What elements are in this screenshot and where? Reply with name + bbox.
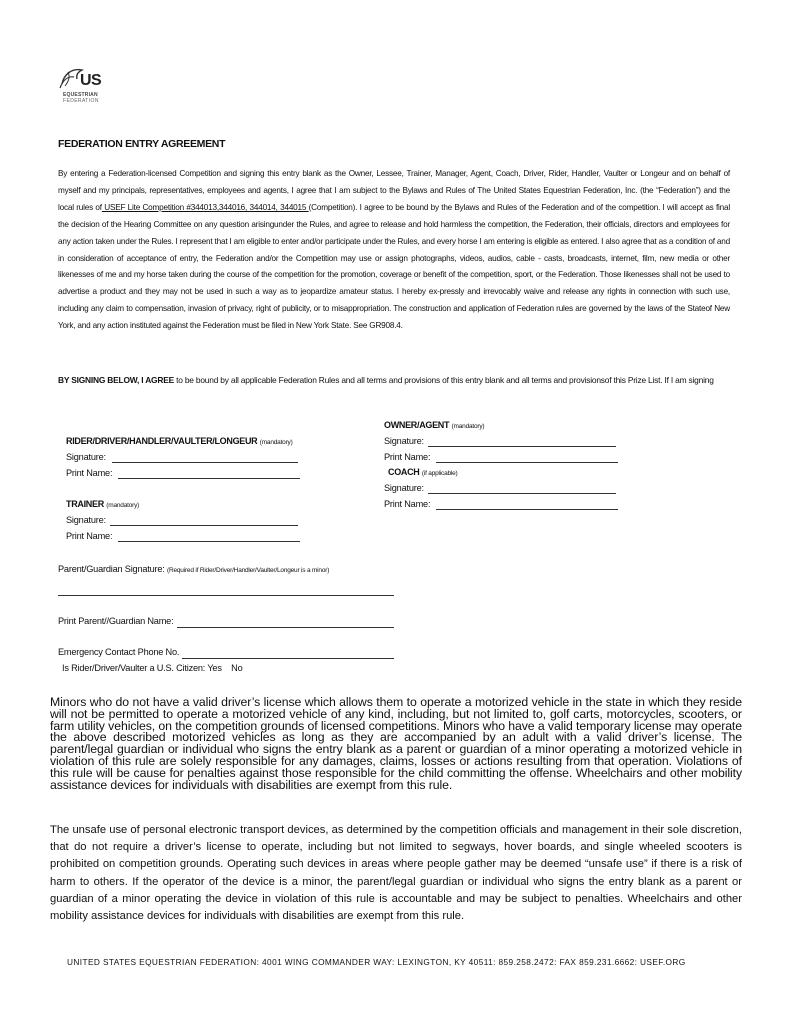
trainer-title-row xyxy=(66,499,139,509)
owner-title: OWNER/AGENT xyxy=(384,420,450,430)
citizen-row xyxy=(62,663,243,673)
trainer-title: TRAINER xyxy=(66,499,104,509)
owner-print-label: Print Name: xyxy=(384,452,431,462)
trainer-print-label: Print Name: xyxy=(66,531,113,541)
agreement-paragraph xyxy=(58,166,730,335)
rider-title: RIDER/DRIVER/HANDLER/VAULTER/LONGEUR xyxy=(66,436,258,446)
owner-title-row xyxy=(384,420,484,430)
usef-logo xyxy=(56,62,106,106)
rider-print-row xyxy=(66,468,112,478)
trainer-print-name-field[interactable] xyxy=(118,541,300,542)
trainer-note: (mandatory) xyxy=(106,502,140,509)
trainer-print-row xyxy=(66,531,112,541)
coach-signature-field[interactable] xyxy=(428,493,616,494)
rider-print-name-field[interactable] xyxy=(118,478,300,479)
footer-address: UNITED STATES EQUESTRIAN FEDERATION: 4001 WING COMMANDER WAY: LEXINGTON, KY 40511: 859.258.2472: FAX 859.231.6662: USEF.ORG xyxy=(67,957,686,967)
agreement-part-2: (Competition). I agree to be bound by the Bylaws and Rules of the Federation and of the competition. I will accept as final the decision of the Hearing Committee on any question arisingunder the Rules, and agree to release and hold harmless the competition, the Federation, their officials, directors and employees for any action taken under the Rules. I represent that I am eligible to enter and/or participate under the Rules, and every horse I am entering is eligible as entered. I also agree that as a condition of and in consideration of acceptance of entry, the Federation and/or the Competition may use or assign photographs, videos, audios, cable - casts, broadcasts, internet, film, new media or other likenesses of me and my horse taken during the course of the competition for the promotion, coverage or benefit of the competition, sport, or the Federation. Those likenesses shall not be used to advertise a product and they may not be used in such a way as to jeopardize amateur status. I hereby ex-pressly and irrevocably waive and release any rights in connection with such use, including any claim to compensation, invasion of privacy, right of publicity, or to misappropriation. The construction and application of Federation rules are governed by the laws of the Stateof New York, and any action instituted against the Federation must be filed in New York State. See GR908.4. xyxy=(58,202,730,331)
coach-print-name-field[interactable] xyxy=(436,509,618,510)
unsafe-use-paragraph: The unsafe use of personal electronic transport devices, as determined by the competition officials and management in their sole discretion, that do not require a driver’s license to operate, including but not limited to segways, hover boards, and single wheeled scooters is prohibited on competition grounds. Operating such devices in areas where people gather may be deemed “unsafe use” if there is a risk of harm to others. If the operator of the device is a minor, the parent/legal guardian or individual who signs the entry blank as a parent or guardian of a minor operating the device in violation of this rule is accountable and may be subject to penalties. Wheelchairs and other mobility assistance devices for individuals with disabilities are exempt from this rule. xyxy=(50,824,742,923)
citizen-no-option[interactable]: No xyxy=(231,663,243,673)
competition-name: USEF Lite Competition #344013,344016, 344014, 344015 xyxy=(101,202,309,212)
parent-print-row xyxy=(58,616,173,626)
owner-print-row xyxy=(384,452,430,462)
parent-print-label: Print Parent//Guardian Name: xyxy=(58,616,174,626)
parent-signature-field[interactable] xyxy=(58,595,394,596)
owner-signature-row xyxy=(384,436,424,446)
rider-signature-label: Signature: xyxy=(66,452,106,462)
emergency-phone-field[interactable] xyxy=(182,658,394,659)
by-signing-rest: to be bound by all applicable Federation Rules and all terms and provisions of this entry blank and all terms and provisionsof this Prize List. If I am signing xyxy=(174,375,714,385)
trainer-signature-field[interactable] xyxy=(110,525,298,526)
citizen-question: Is Rider/Driver/Vaulter a U.S. Citizen: xyxy=(62,663,206,673)
owner-note: (mandatory) xyxy=(451,423,485,430)
coach-note: (if applicable) xyxy=(421,470,458,477)
parent-signature-label: Parent/Guardian Signature: xyxy=(58,564,165,574)
trainer-signature-label: Signature: xyxy=(66,515,106,525)
parent-note: (Required if Rider/Driver/Handler/Vaulter/Longeur is a minor) xyxy=(167,567,330,574)
owner-signature-label: Signature: xyxy=(384,436,424,446)
parent-signature-row xyxy=(58,564,329,574)
by-signing-bold: BY SIGNING BELOW, I AGREE xyxy=(58,375,174,385)
coach-title: COACH xyxy=(388,467,420,477)
coach-print-label: Print Name: xyxy=(384,499,431,509)
coach-print-row xyxy=(384,499,430,509)
by-signing-statement xyxy=(58,375,758,385)
coach-title-row xyxy=(388,467,458,477)
logo-line-2: FEDERATION xyxy=(63,98,99,104)
owner-print-name-field[interactable] xyxy=(436,462,618,463)
emergency-label: Emergency Contact Phone No. xyxy=(58,647,180,657)
emergency-row xyxy=(58,647,179,657)
rider-signature-row xyxy=(66,452,106,462)
coach-signature-row xyxy=(384,483,424,493)
parent-print-name-field[interactable] xyxy=(177,627,394,628)
agreement-part-1: By entering a Federation-licensed Competition and signing this entry blank as the Owner, Lessee, Trainer, Manager, Agent, Coach, Driver, Rider, Handler, Vaulter or Longeur and on behalf of myself and my principals, representatives, employees and agents, I agree that I am subject to the Bylaws and Rules of The United States Equestrian Federation, Inc. (the “Federation”) and the local rules of xyxy=(58,169,730,212)
rider-print-label: Print Name: xyxy=(66,468,113,478)
logo-line-1: EQUESTRIAN xyxy=(63,92,98,98)
minors-paragraph: Minors who do not have a valid driver’s license which allows them to operate a motorized vehicle in the state in which they reside will not be permitted to operate a motorized vehicle of any kind, including, but not limited to, golf carts, motorcycles, scooters, or farm utility vehicles, on the competition grounds of licensed competitions. Minors who have a valid temporary license may operate the above described motorized vehicles as long as they are accompanied by an adult with a valid driver’s license. The parent/legal guardian or individual who signs the entry blank as a parent or guardian of a minor operating a motorized vehicle in violation of this rule are solely responsible for any damages, claims, losses or actions resulting from that operation. Violations of this rule will be cause for penalties against those responsible for the child committing the offense. Wheelchairs and other mobility assistance devices for individuals with disabilities are exempt from this rule. xyxy=(50,695,742,792)
page-title: FEDERATION ENTRY AGREEMENT xyxy=(58,138,226,150)
logo-mark: US xyxy=(80,72,102,89)
rider-note: (mandatory) xyxy=(259,439,293,446)
citizen-yes-option[interactable]: Yes xyxy=(207,663,222,673)
coach-signature-label: Signature: xyxy=(384,483,424,493)
rider-signature-field[interactable] xyxy=(112,462,298,463)
rider-title-row xyxy=(66,436,293,446)
trainer-signature-row xyxy=(66,515,106,525)
owner-signature-field[interactable] xyxy=(428,446,616,447)
